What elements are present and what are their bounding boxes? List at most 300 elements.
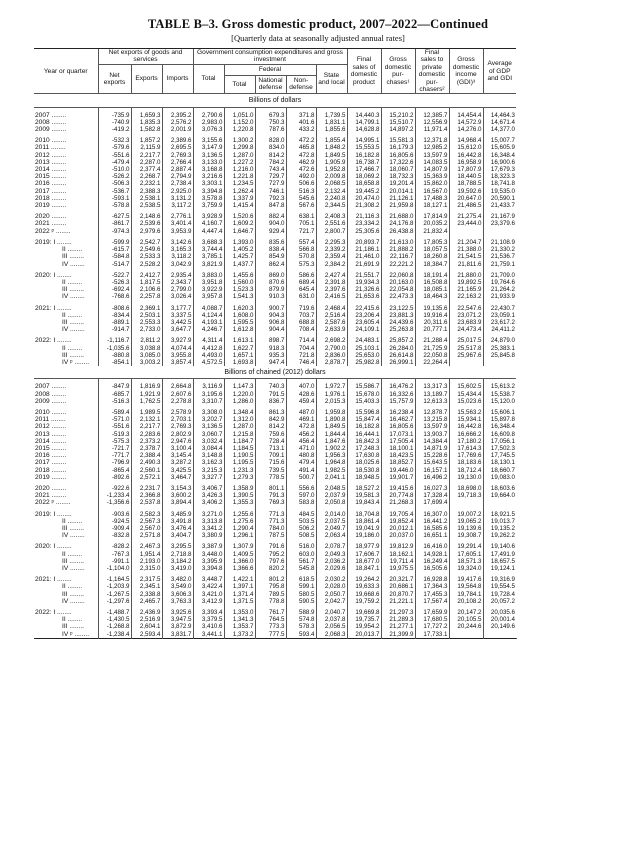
table-cell: 2,983.0	[193, 119, 224, 126]
table-cell: 21,308.2	[347, 202, 381, 209]
table-cell: 719.6	[286, 305, 316, 312]
table-row	[34, 286, 516, 293]
table-cell: 2,516.9	[131, 616, 162, 623]
table-cell: 472.8	[286, 152, 316, 159]
table-cell: -1,233.4	[98, 492, 131, 499]
table-cell: 2,533.3	[131, 253, 162, 260]
table-cell: 3,412.9	[193, 598, 224, 605]
table-cell: 2,397.6	[316, 286, 347, 293]
table-cell: 12,371.8	[415, 137, 449, 144]
table-cell: -514.7	[98, 261, 131, 268]
table-cell: 25,017.5	[449, 337, 483, 344]
table-cell: 771.3	[255, 511, 286, 518]
table-cell: 1,405.2	[224, 246, 255, 253]
table-cell: 3,600.2	[162, 492, 193, 499]
table-cell: 23,071.2	[449, 312, 483, 319]
table-cell: 631.0	[286, 293, 316, 300]
table-cell: 2,412.7	[131, 272, 162, 279]
row-label: 2020 ........	[34, 485, 98, 492]
row-label: III ........	[34, 286, 98, 293]
table-cell: 487.0	[286, 409, 316, 416]
table-cell: 3,922.9	[193, 286, 224, 293]
table-row	[34, 180, 516, 187]
table-row	[34, 220, 516, 227]
table-cell: 1,255.6	[224, 511, 255, 518]
header-net-exports-group: Net exports of goods and services	[98, 49, 193, 64]
table-cell: 566.8	[286, 246, 316, 253]
table-cell: -579.6	[98, 144, 131, 151]
table-cell: 3,476.4	[162, 525, 193, 532]
table-cell: 2,551.6	[316, 220, 347, 227]
table-cell: -692.4	[98, 286, 131, 293]
table-cell: 2,790.6	[193, 112, 224, 119]
table-cell: 21,959.8	[381, 202, 415, 209]
table-cell: 19,135.2	[490, 525, 515, 532]
table-cell: 12,985.2	[415, 144, 449, 151]
table-cell: 21,832.4	[415, 228, 449, 235]
table-cell: 18,384.7	[415, 261, 449, 268]
table-cell: 3,271.0	[193, 511, 224, 518]
table-cell: 2,516.4	[316, 312, 347, 319]
table-cell: 3,951.8	[193, 279, 224, 286]
table-row	[34, 452, 516, 459]
table-cell: 21,691.9	[347, 261, 381, 268]
table-cell: 19,135.6	[415, 305, 449, 312]
table-cell: 801.1	[255, 485, 286, 492]
table-row	[34, 352, 516, 359]
table-cell: 19,291.4	[449, 543, 483, 550]
table-cell: 761.7	[255, 609, 286, 616]
table-cell: 3,448.7	[193, 576, 224, 583]
table-cell: 2,490.3	[131, 459, 162, 466]
table-cell: -909.4	[98, 525, 131, 532]
table-cell: 545.8	[286, 565, 316, 572]
table-cell: 21,433.7	[490, 202, 515, 210]
table-cell: 21,297.3	[381, 609, 415, 616]
table-cell: 777.5	[255, 631, 286, 639]
table-row	[34, 239, 516, 246]
header-government-group: Government consumption expenditures and gross investment	[193, 49, 347, 64]
table-row	[34, 202, 516, 209]
table-cell: 3,925.6	[162, 609, 193, 616]
table-cell: -834.4	[98, 312, 131, 319]
row-label: IV ........	[34, 598, 98, 605]
row-label: 2014 ........	[34, 166, 98, 173]
table-cell: 21,888.2	[381, 246, 415, 253]
row-label: 2015 ........	[34, 445, 98, 452]
gdp-table	[34, 48, 517, 639]
table-cell: 21,399.9	[381, 631, 415, 639]
table-cell: 704.4	[286, 345, 316, 352]
table-cell: 16,585.6	[415, 525, 449, 532]
table-cell: 2,935.4	[162, 272, 193, 279]
table-cell: 14,083.5	[415, 159, 449, 166]
row-label: III ........	[34, 319, 98, 326]
table-cell: 2,587.6	[316, 319, 347, 326]
table-cell: 19,954.2	[347, 623, 381, 630]
table-cell: 21,759.1	[490, 260, 515, 268]
table-cell: 1,373.2	[224, 631, 255, 639]
table-cell: 2,373.2	[131, 438, 162, 445]
table-cell: 2,800.7	[316, 228, 347, 235]
table-cell: 18,712.4	[449, 467, 483, 474]
table-cell: 17,491.9	[490, 550, 515, 558]
table-cell: 19,669.8	[347, 609, 381, 616]
table-cell: 14,377.0	[490, 126, 515, 134]
table-cell: 20,057.2	[490, 597, 515, 605]
table-cell: 3,785.1	[193, 253, 224, 260]
table-cell: 15,228.6	[415, 452, 449, 459]
table-cell: 2,240.8	[316, 195, 347, 202]
table-cell: 22,054.8	[381, 286, 415, 293]
table-cell: 17,567.4	[415, 598, 449, 605]
row-label: 2021 ........	[34, 492, 98, 499]
table-cell: 19,316.9	[490, 576, 515, 584]
row-label: III ........	[34, 525, 98, 532]
table-cell: 21,268.3	[381, 499, 415, 506]
table-cell: 3,426.3	[193, 492, 224, 499]
table-row	[34, 598, 516, 605]
table-cell: 23,206.4	[347, 312, 381, 319]
table-cell: 784.0	[255, 525, 286, 532]
table-cell: 3,953.9	[162, 228, 193, 235]
table-cell: 18,788.5	[449, 180, 483, 187]
table-cell: 19,264.2	[347, 576, 381, 583]
table-cell: 578.3	[286, 623, 316, 630]
table-cell: 20,311.6	[415, 319, 449, 326]
table-cell: 20,777.1	[415, 326, 449, 333]
table-cell: 1,582.8	[131, 126, 162, 133]
table-cell: 3,441.1	[193, 631, 224, 639]
row-label: III ........	[34, 591, 98, 598]
row-label: 2012 ........	[34, 423, 98, 430]
table-row	[34, 551, 516, 558]
table-cell: 795.8	[255, 583, 286, 590]
table-cell: 16,928.8	[415, 576, 449, 583]
table-cell: 795.2	[255, 551, 286, 558]
header-national-defense: National defense	[255, 75, 286, 93]
table-cell: 15,538.7	[490, 390, 515, 398]
table-row	[34, 525, 516, 532]
table-cell: 1,951.4	[131, 551, 162, 558]
table-cell: 17,814.9	[415, 213, 449, 220]
table-cell: 18,732.3	[381, 173, 415, 180]
table-cell: 1,415.4	[224, 202, 255, 209]
table-cell: 2,049.3	[316, 551, 347, 558]
table-cell: 814.2	[255, 423, 286, 430]
table-cell: 20,321.7	[381, 576, 415, 583]
table-row	[34, 474, 516, 481]
table-cell: -854.1	[98, 359, 131, 366]
table-cell: 820.2	[255, 565, 286, 572]
table-cell: -589.4	[98, 409, 131, 416]
table-cell: 2,593.4	[131, 631, 162, 639]
table-cell: 838.4	[255, 246, 286, 253]
table-cell: 492.0	[286, 173, 316, 180]
table-cell: 21,613.0	[381, 239, 415, 246]
table-cell: 20,244.6	[449, 623, 483, 630]
table-cell: 590.5	[286, 598, 316, 605]
table-cell: 12,613.3	[415, 398, 449, 405]
table-row	[34, 305, 516, 312]
table-cell: 15,563.2	[449, 409, 483, 416]
table-cell: 1,817.5	[131, 279, 162, 286]
table-cell: 22,050.8	[415, 352, 449, 359]
table-cell: 480.8	[286, 452, 316, 459]
table-cell: 689.4	[286, 279, 316, 286]
table-cell: 828.0	[255, 137, 286, 144]
table-cell: -922.6	[98, 485, 131, 492]
table-cell: 13,189.7	[415, 391, 449, 398]
table-row	[34, 319, 516, 326]
table-cell: 21,536.7	[490, 253, 515, 261]
table-cell: 16,182.8	[347, 152, 381, 159]
table-row	[34, 159, 516, 166]
table-cell: 2,317.5	[131, 576, 162, 583]
table-cell: 15,510.7	[381, 119, 415, 126]
table-cell: 3,831.7	[162, 631, 193, 639]
table-cell: 13,597.9	[415, 423, 449, 430]
table-cell: 18,948.5	[347, 474, 381, 481]
table-cell: 2,132.4	[316, 188, 347, 195]
table-cell: 19,901.7	[381, 474, 415, 481]
table-cell: 14,995.1	[347, 137, 381, 144]
table-cell: 3,647.7	[162, 326, 193, 333]
table-cell: 20,001.4	[490, 616, 515, 624]
header-nondefense: Non-defense	[286, 75, 316, 93]
table-cell: 19,041.9	[347, 525, 381, 532]
table-cell: 25,103.1	[347, 345, 381, 352]
table-cell: 814.2	[255, 152, 286, 159]
table-cell: 24,109.1	[347, 326, 381, 333]
header-federal: Federal	[224, 64, 316, 75]
table-cell: 2,766.4	[162, 159, 193, 166]
table-cell: 2,359.4	[316, 253, 347, 260]
row-label: II ........	[34, 312, 98, 319]
table-cell: 3,883.0	[193, 272, 224, 279]
table-row	[34, 623, 516, 630]
table-cell: 16,307.0	[415, 511, 449, 518]
table-cell: 1,341.3	[224, 616, 255, 623]
table-cell: 2,836.0	[316, 352, 347, 359]
table-cell: 900.7	[255, 305, 286, 312]
table-cell: 746.4	[286, 359, 316, 366]
table-cell: 2,572.1	[131, 474, 162, 481]
table-cell: 20,163.0	[381, 279, 415, 286]
table-cell: 709.1	[255, 452, 286, 459]
table-cell: 25,517.8	[449, 345, 483, 352]
table-cell: 18,677.0	[347, 558, 381, 565]
table-cell: 3,162.3	[193, 459, 224, 466]
row-label: III ........	[34, 558, 98, 565]
table-cell: 23,605.4	[347, 319, 381, 326]
table-cell: 17,248.3	[347, 445, 381, 452]
table-cell: 1,437.7	[224, 261, 255, 268]
table-cell: 2,042.7	[316, 598, 347, 605]
row-label: IV ........	[34, 293, 98, 300]
table-cell: 715.6	[255, 459, 286, 466]
table-cell: 929.4	[255, 228, 286, 235]
table-row	[34, 609, 516, 616]
table-cell: 16,444.1	[347, 431, 381, 438]
table-cell: 22,221.2	[381, 261, 415, 268]
table-cell: 1,220.8	[224, 126, 255, 133]
table-cell: 20,590.1	[490, 194, 515, 202]
table-row	[34, 511, 516, 518]
row-label: 2014 ........	[34, 438, 98, 445]
table-row	[34, 173, 516, 180]
table-cell: -419.2	[98, 126, 131, 133]
row-label: IV ᵖ ........	[34, 359, 98, 366]
row-label: 2010 ........	[34, 137, 98, 144]
table-cell: 2,378.7	[131, 445, 162, 452]
row-label: 2019 ........	[34, 202, 98, 209]
table-cell: 2,718.8	[162, 551, 193, 558]
table-cell: 18,069.2	[347, 173, 381, 180]
table-cell: 2,794.9	[162, 173, 193, 180]
table-cell: -808.6	[98, 305, 131, 312]
table-cell: 1,051.0	[224, 112, 255, 119]
table-cell: 16,805.6	[381, 152, 415, 159]
table-row	[34, 398, 516, 405]
table-cell: 2,315.0	[131, 565, 162, 572]
table-cell: 2,040.7	[316, 609, 347, 616]
table-cell: 2,217.7	[131, 423, 162, 430]
table-cell: 3,084.4	[193, 445, 224, 452]
table-cell: 1,275.6	[224, 518, 255, 525]
table-cell: -1,116.7	[98, 337, 131, 344]
table-cell: 714.4	[286, 337, 316, 344]
table-cell: -880.8	[98, 352, 131, 359]
row-label: 2015 ........	[34, 173, 98, 180]
table-cell: -578.8	[98, 202, 131, 209]
table-cell: 2,528.2	[131, 261, 162, 268]
table-cell: -532.3	[98, 137, 131, 144]
table-cell: 836.7	[255, 398, 286, 405]
table-cell	[483, 499, 516, 506]
table-cell: 19,916.4	[415, 312, 449, 319]
table-cell: 21,709.0	[490, 271, 515, 279]
table-cell: 2,582.3	[131, 511, 162, 518]
table-cell: 3,202.7	[193, 416, 224, 423]
row-label: 2022 ᵖ ........	[34, 499, 98, 506]
table-cell: 2,576.2	[162, 119, 193, 126]
table-cell: 19,633.3	[347, 583, 381, 590]
table-row	[34, 431, 516, 438]
table-cell: -740.9	[98, 119, 131, 126]
table-cell: 19,843.4	[347, 499, 381, 506]
table-cell: 2,048.5	[316, 485, 347, 492]
table-cell: 16,442.8	[449, 423, 483, 430]
table-cell: 1,348.4	[224, 409, 255, 416]
table-cell: 15,847.4	[347, 416, 381, 423]
table-cell: 3,026.4	[162, 293, 193, 300]
table-cell: 645.4	[286, 286, 316, 293]
table-cell: 3,216.6	[193, 173, 224, 180]
table-cell: 17,180.2	[449, 438, 483, 445]
table-cell: 18,440.5	[449, 173, 483, 180]
table-cell: 861.3	[255, 409, 286, 416]
table-cell: 16,441.2	[415, 518, 449, 525]
table-cell: 1,857.2	[131, 137, 162, 144]
table-cell: 21,186.1	[347, 246, 381, 253]
table-row	[34, 312, 516, 319]
table-cell: 16,958.9	[449, 159, 483, 166]
table-cell: 4,412.8	[193, 345, 224, 352]
table-cell: 870.6	[255, 279, 286, 286]
table-cell: 18,130.1	[490, 459, 515, 467]
table-cell: 2,537.8	[131, 499, 162, 506]
table-cell: 743.4	[255, 166, 286, 173]
table-cell: 20,870.7	[381, 591, 415, 598]
table-cell: 787.5	[255, 532, 286, 539]
table-cell: 771.3	[255, 518, 286, 525]
table-row	[34, 391, 516, 398]
table-cell: 778.5	[255, 474, 286, 481]
table-cell: 19,446.0	[381, 467, 415, 474]
table-cell: 3,955.8	[162, 352, 193, 359]
table-cell: 15,613.2	[490, 383, 515, 391]
table-cell: 739.5	[255, 467, 286, 474]
table-cell: 462.9	[286, 159, 316, 166]
table-cell: 2,947.6	[162, 438, 193, 445]
table-cell: 11,971.4	[415, 126, 449, 133]
table-cell: 2,037.8	[316, 616, 347, 623]
table-row	[34, 228, 516, 235]
table-cell: 18,527.2	[347, 485, 381, 492]
table-cell: 1,425.7	[224, 253, 255, 260]
table-cell: 3,549.0	[162, 583, 193, 590]
table-cell: 19,130.0	[449, 474, 483, 481]
table-cell: 1,221.8	[224, 173, 255, 180]
table-cell: 19,759.2	[347, 598, 381, 605]
table-cell: 3,131.2	[162, 195, 193, 202]
table-cell: 21,330.2	[490, 246, 515, 254]
table-cell: 18,191.4	[415, 272, 449, 279]
table-cell: -1,035.6	[98, 345, 131, 352]
table-cell: 2,468.4	[316, 305, 347, 312]
table-cell: 2,542.7	[131, 239, 162, 246]
table-cell: 2,427.4	[316, 272, 347, 279]
header-gdi: Gross domestic income (GDI)³	[449, 49, 483, 94]
table-cell: 16,476.2	[381, 383, 415, 390]
table-cell: 1,849.5	[316, 423, 347, 430]
table-cell: -615.7	[98, 246, 131, 253]
table-cell: 17,605.1	[449, 551, 483, 558]
table-cell: 19,140.6	[490, 543, 515, 551]
table-cell	[449, 631, 483, 639]
table-cell: -914.7	[98, 326, 131, 333]
table-cell: -575.3	[98, 438, 131, 445]
table-cell: -767.3	[98, 551, 131, 558]
table-cell: 12,385.7	[415, 112, 449, 119]
table-cell: 456.4	[286, 438, 316, 445]
table-cell: 3,060.7	[193, 431, 224, 438]
header-gov-total: Total	[193, 64, 224, 94]
table-cell: 16,348.4	[490, 151, 515, 159]
table-cell: 1,890.8	[316, 416, 347, 423]
header-year: Year or quarter	[34, 49, 98, 94]
table-cell: 1,147.3	[224, 383, 255, 390]
table-cell: 3,379.5	[193, 616, 224, 623]
table-cell: 4,493.0	[193, 352, 224, 359]
table-cell: 23,334.2	[347, 220, 381, 227]
table-cell: 469.1	[286, 416, 316, 423]
table-cell: 2,503.1	[131, 312, 162, 319]
table-cell: 19,705.4	[381, 511, 415, 518]
table-cell: 3,410.6	[193, 623, 224, 630]
table-row	[34, 383, 516, 390]
